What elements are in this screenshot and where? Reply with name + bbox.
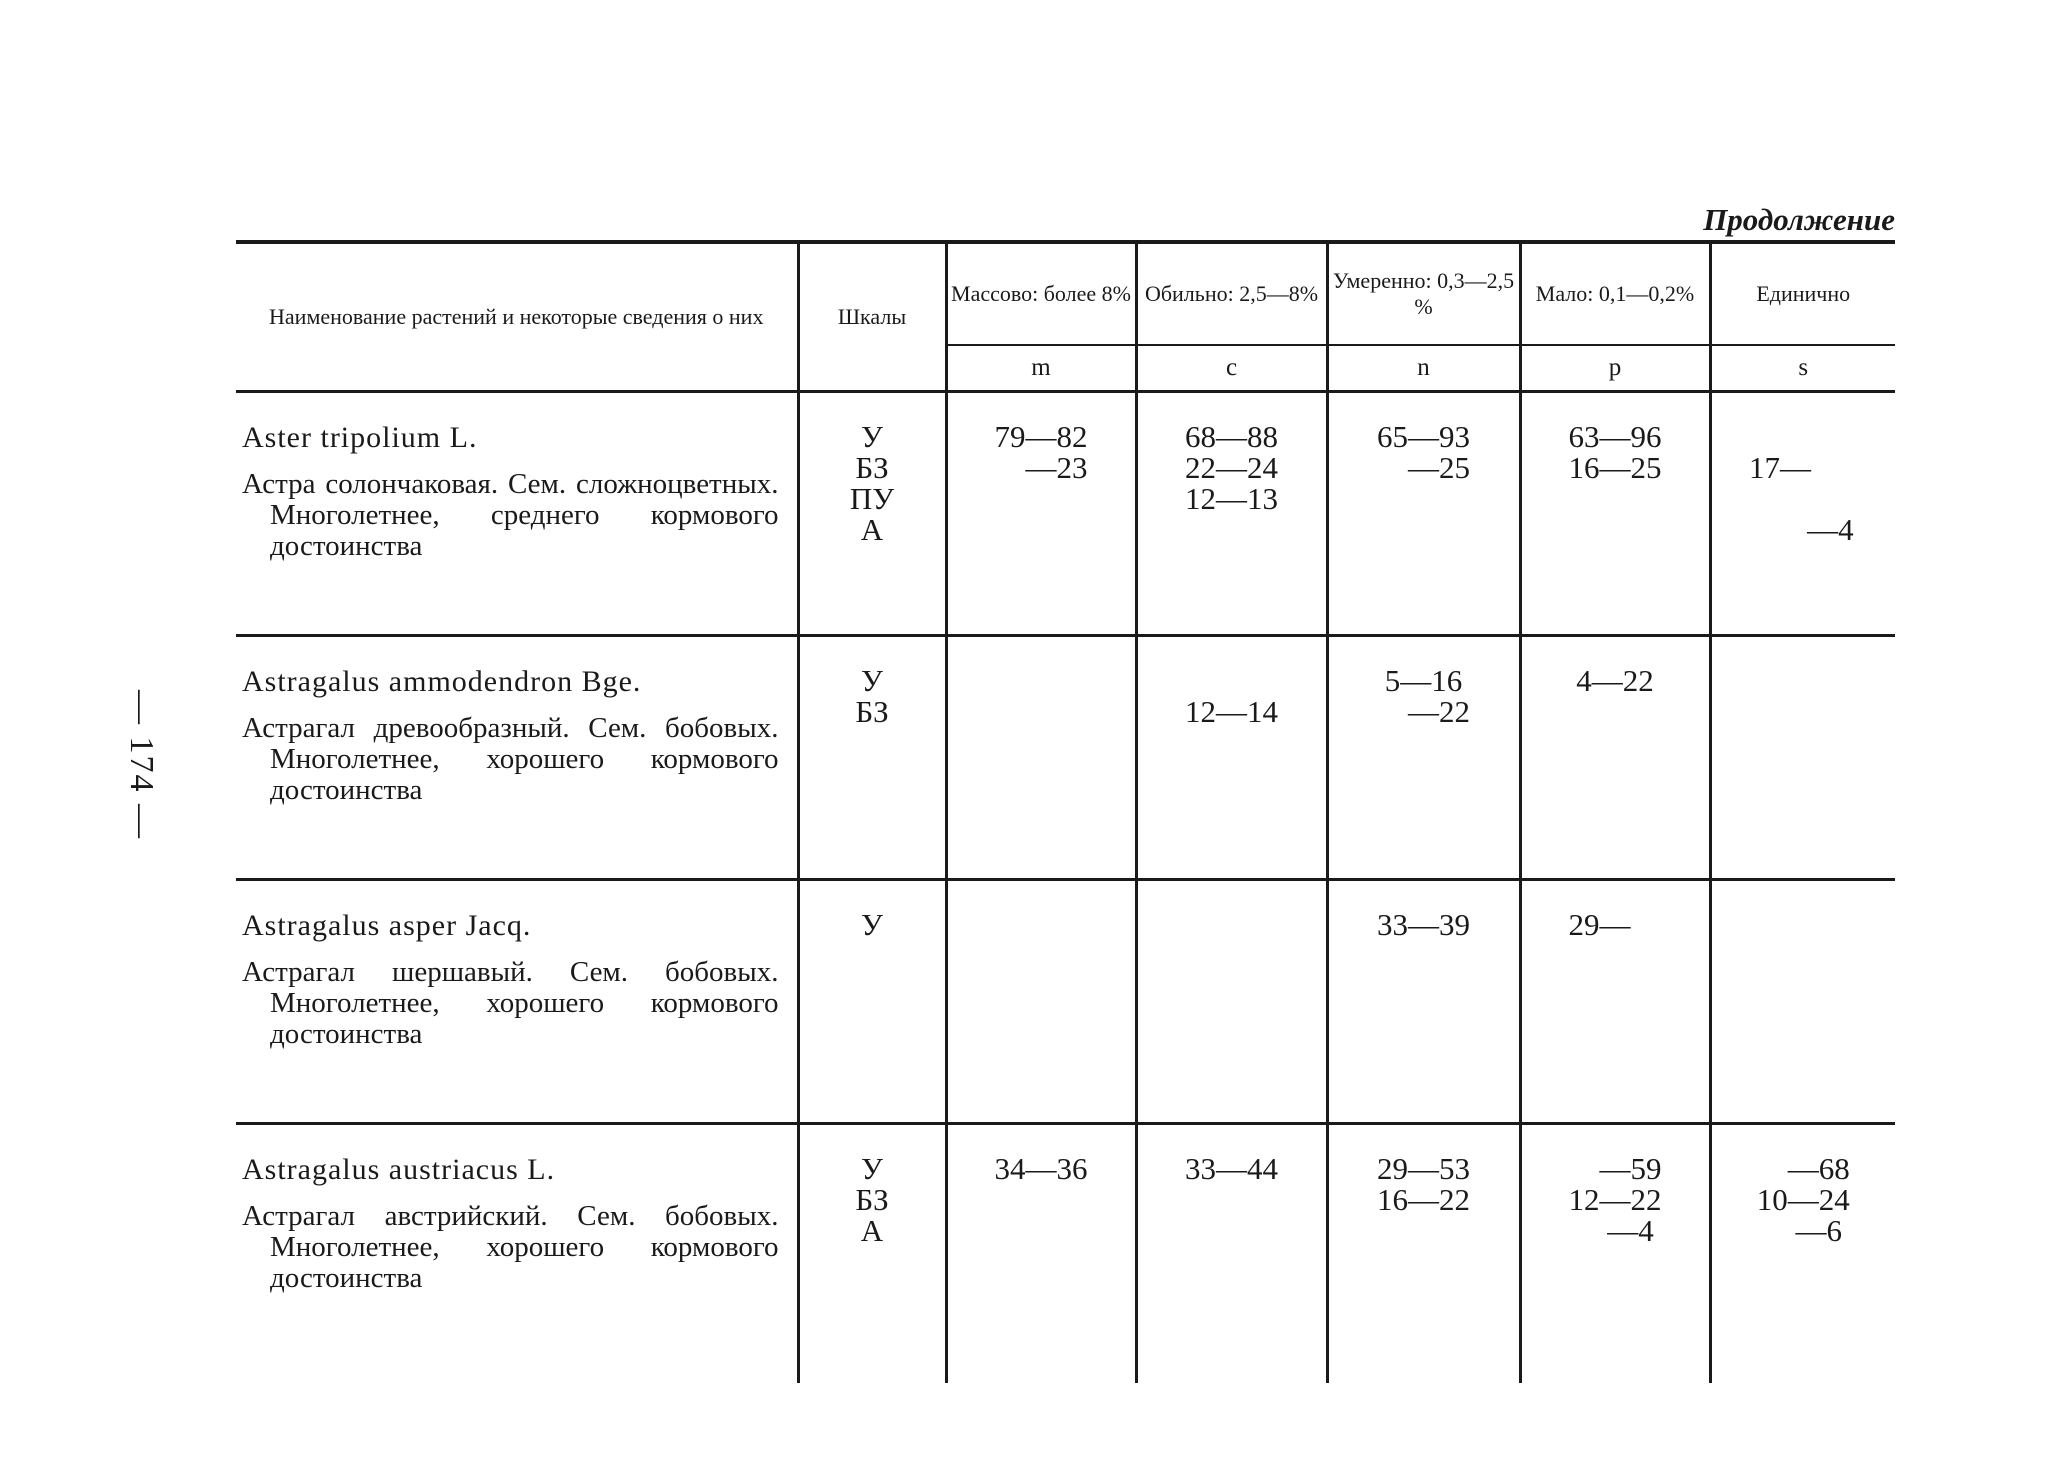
header-category-m: Массово: более 8%	[946, 242, 1136, 345]
plant-name-cell	[236, 392, 798, 636]
value-m-cell	[946, 636, 1136, 880]
plant-name-cell	[236, 636, 798, 880]
table-row	[236, 880, 1895, 1124]
value-n-cell: 5—16 —22	[1327, 636, 1520, 880]
plant-name-cell	[236, 880, 798, 1124]
header-letter-n: n	[1327, 345, 1520, 392]
plant-description: Астрагал австрийский. Сем. бобовых. Многолетнее, хорошего кормового достоинства	[242, 1200, 779, 1294]
value-p-cell: 4—22	[1520, 636, 1710, 880]
latin-name: Aster tripolium L.	[242, 421, 478, 454]
header-category-c: Обильно: 2,5—8%	[1136, 242, 1327, 345]
value-n-cell: 29—53 16—22	[1327, 1124, 1520, 1384]
value-m-cell: 79—82 —23	[946, 392, 1136, 636]
table-row	[236, 392, 1895, 636]
header-row	[236, 242, 1895, 345]
table-row	[236, 1124, 1895, 1384]
latin-name: Astragalus ammodendron Bge.	[242, 665, 642, 698]
header-category-n: Умеренно: 0,3—2,5 %	[1327, 242, 1520, 345]
plant-abundance-table	[236, 240, 1895, 1383]
value-p-cell: 29—	[1520, 880, 1710, 1124]
value-c-cell: 68—88 22—24 12—13	[1136, 392, 1327, 636]
table-row	[236, 636, 1895, 880]
scales-cell: У	[798, 880, 946, 1124]
latin-name: Astragalus austriacus L.	[242, 1153, 556, 1186]
header-letter-m: m	[946, 345, 1136, 392]
value-p-cell: 63—96 16—25	[1520, 392, 1710, 636]
header-scales-column: Шкалы	[798, 242, 946, 392]
plant-description: Астра солончаковая. Сем. сложноцветных. Многолетнее, среднего кормового достоинства	[242, 468, 779, 562]
page-number: — 174 —	[123, 690, 160, 840]
value-n-cell: 33—39	[1327, 880, 1520, 1124]
header-category-s: Единично	[1710, 242, 1895, 345]
value-s-cell	[1710, 636, 1895, 880]
value-m-cell	[946, 880, 1136, 1124]
latin-name: Astragalus asper Jacq.	[242, 909, 532, 942]
value-c-cell: 33—44	[1136, 1124, 1327, 1384]
header-letter-s: s	[1710, 345, 1895, 392]
value-s-cell: 17— —4	[1710, 392, 1895, 636]
header-letter-c: c	[1136, 345, 1327, 392]
value-s-cell: —68 10—24 —6	[1710, 1124, 1895, 1384]
header-letter-p: p	[1520, 345, 1710, 392]
scales-cell: У БЗ А	[798, 1124, 946, 1384]
plant-description: Астрагал древообразный. Сем. бобовых. Многолетнее, хорошего кормового достоинства	[242, 712, 779, 806]
continuation-label: Продолжение	[1703, 202, 1895, 237]
plant-description: Астрагал шершавый. Сем. бобовых. Многолетнее, хорошего кормового достоинства	[242, 956, 779, 1050]
value-s-cell	[1710, 880, 1895, 1124]
plant-name-cell	[236, 1124, 798, 1384]
value-c-cell: 12—14	[1136, 636, 1327, 880]
value-n-cell: 65—93 —25	[1327, 392, 1520, 636]
header-name-column: Наименование растений и некоторые сведения о них	[269, 304, 764, 329]
header-category-p: Мало: 0,1—0,2%	[1520, 242, 1710, 345]
scales-cell: У БЗ	[798, 636, 946, 880]
value-m-cell: 34—36	[946, 1124, 1136, 1384]
scales-cell: У БЗ ПУ А	[798, 392, 946, 636]
value-c-cell	[1136, 880, 1327, 1124]
value-p-cell: —59 12—22 —4	[1520, 1124, 1710, 1384]
